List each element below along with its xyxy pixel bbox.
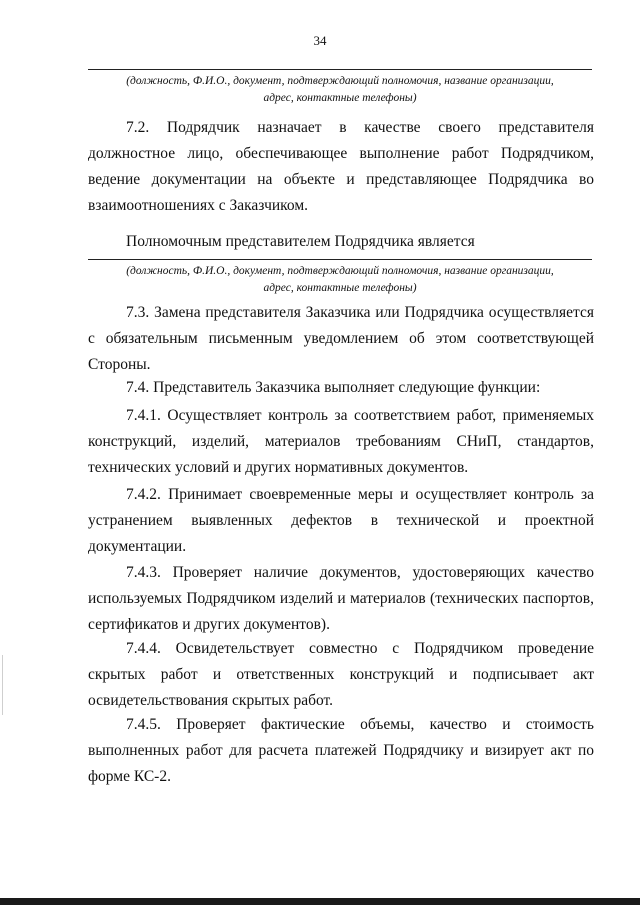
caption-2-line-2: адрес, контактные телефоны) — [263, 282, 417, 294]
fill-in-caption-1 — [88, 73, 592, 107]
paragraph-7-4-3: 7.4.3. Проверяет наличие документов, удостоверяющих качество используемых Подрядчиком изделий и материалов (технических паспортов, сертификатов и других документов). — [88, 564, 594, 633]
paragraph-7-4-5: 7.4.5. Проверяет фактические объемы, качество и стоимость выполненных работ для расчета платежей Подрядчику и визирует акт по форме КС-2. — [88, 716, 594, 785]
paragraph-7-4-4: 7.4.4. Освидетельствует совместно с Подрядчиком проведение скрытых работ и ответственных конструкций и подписывает акт освидетельствования скрытых работ. — [88, 640, 594, 709]
scan-edge-mark — [2, 655, 3, 715]
paragraph-7-4-1: 7.4.1. Осуществляет контроль за соответствием работ, применяемых конструкций, изделий, материалов требованиям СНиП, стандартов, технических условий и других нормативных документов. — [88, 407, 594, 476]
contractor-rep-line: Полномочным представителем Подрядчика является — [126, 233, 475, 250]
paragraph-7-4-2: 7.4.2. Принимает своевременные меры и осуществляет контроль за устранением выявленных дефектов в технической и проектной документации. — [88, 486, 594, 555]
caption-1-line-1: (должность, Ф.И.О., документ, подтверждающий полномочия, название организации, — [126, 75, 554, 87]
caption-2-line-1: (должность, Ф.И.О., документ, подтверждающий полномочия, название организации, — [126, 265, 554, 277]
paragraph-7-3: 7.3. Замена представителя Заказчика или Подрядчика осуществляется с обязательным письменным уведомлением об этом соответствующей Стороны. — [88, 304, 594, 373]
page-number: 34 — [313, 33, 327, 48]
fill-in-caption-2 — [88, 263, 592, 297]
scan-bottom-edge — [0, 898, 640, 905]
fill-in-line-customer-rep — [88, 69, 592, 70]
caption-1-line-2: адрес, контактные телефоны) — [263, 92, 417, 104]
paragraph-7-4: 7.4. Представитель Заказчика выполняет следующие функции: — [126, 379, 541, 396]
paragraph-7-2: 7.2. Подрядчик назначает в качестве своего представителя должностное лицо, обеспечивающее выполнение работ Подрядчиком, ведение документации на объекте и представляющее Подрядчика во взаимоотношениях с Заказчиком. — [88, 119, 594, 214]
fill-in-line-contractor-rep — [88, 259, 592, 260]
